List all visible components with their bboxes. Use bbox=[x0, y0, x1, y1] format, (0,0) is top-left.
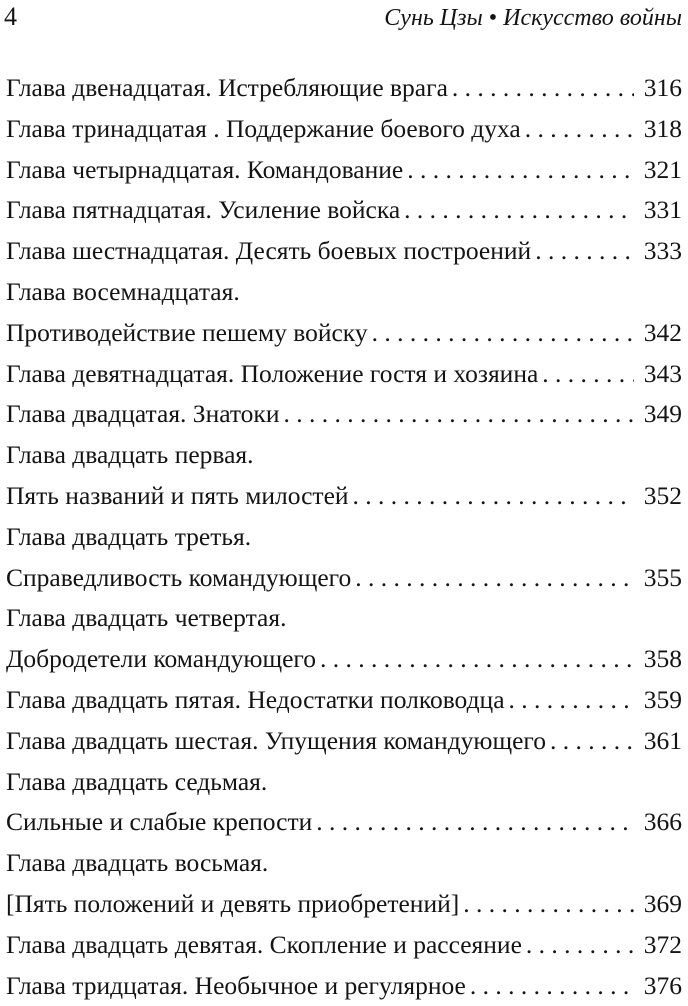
toc-entry-title: Глава пятнадцатая. Усиление войска bbox=[6, 195, 401, 225]
toc-dot-leader bbox=[525, 109, 634, 150]
toc-entry-page: 376 bbox=[643, 970, 682, 1000]
toc-entry-title: Глава двадцать пятая. Недостатки полководца bbox=[6, 684, 505, 714]
toc-entry-title: Противодействие пешему войску bbox=[6, 317, 368, 347]
toc-entry bbox=[6, 721, 682, 762]
toc-entry bbox=[6, 680, 682, 721]
toc-entry-page: 331 bbox=[643, 195, 682, 225]
toc-entry bbox=[6, 558, 682, 599]
toc-entry-title: Сильные и слабые крепости bbox=[6, 807, 313, 837]
toc-entry-title: Глава тридцатая. Необычное и регулярное bbox=[6, 970, 466, 1000]
toc-entry-title: Глава двадцать шестая. Упущения командующего bbox=[6, 725, 546, 755]
toc-dot-leader bbox=[353, 476, 634, 517]
toc-entry bbox=[6, 354, 682, 395]
book-title: Искусство войны bbox=[503, 5, 682, 31]
toc-entry-page: 333 bbox=[643, 236, 682, 266]
toc-entry-page: 359 bbox=[643, 684, 682, 714]
toc-entry-title: Глава двенадцатая. Истребляющие врага bbox=[6, 73, 448, 102]
toc-entry-title: Глава двадцать восьмая. bbox=[6, 848, 269, 878]
toc-dot-leader bbox=[463, 884, 634, 925]
running-title bbox=[384, 4, 682, 32]
toc-entry bbox=[6, 109, 682, 150]
toc-entry bbox=[6, 639, 682, 680]
toc-dot-leader bbox=[407, 150, 634, 191]
toc-entry-page: 352 bbox=[643, 480, 682, 510]
toc-entry-title: Справедливость командующего bbox=[6, 562, 352, 592]
toc-entry-page: 372 bbox=[643, 929, 682, 959]
toc-entry bbox=[6, 272, 682, 313]
toc-entry-page: 343 bbox=[643, 358, 682, 388]
toc-entry-title: [Пять положений и девять приобретений] bbox=[6, 888, 460, 918]
toc-entry bbox=[6, 843, 682, 884]
toc-entry bbox=[6, 231, 682, 272]
toc-entry bbox=[6, 517, 682, 558]
toc-entry-title: Глава двадцать первая. bbox=[6, 440, 254, 470]
toc-entry-title: Добродетели командующего bbox=[6, 644, 316, 674]
toc-dot-leader bbox=[404, 190, 634, 231]
toc-dot-leader bbox=[372, 313, 634, 354]
toc-entry-title: Глава двадцать третья. bbox=[6, 521, 252, 551]
toc-entry bbox=[6, 394, 682, 435]
toc-entry-page: 321 bbox=[643, 154, 682, 184]
toc-entry-page: 366 bbox=[643, 807, 682, 837]
toc-entry-page: 361 bbox=[643, 725, 682, 755]
toc-entry bbox=[6, 925, 682, 966]
toc-dot-leader bbox=[355, 558, 634, 599]
toc-entry bbox=[6, 598, 682, 639]
toc-dot-leader bbox=[452, 68, 634, 109]
page-number: 4 bbox=[4, 2, 17, 31]
toc-entry bbox=[6, 884, 682, 925]
toc-dot-leader bbox=[535, 231, 634, 272]
toc-entry-title: Глава восемнадцатая. bbox=[6, 276, 240, 306]
toc-entry bbox=[6, 476, 682, 517]
toc-dot-leader bbox=[526, 925, 634, 966]
toc-entry-title: Глава двадцатая. Знатоки bbox=[6, 399, 280, 429]
toc-dot-leader bbox=[550, 721, 634, 762]
toc-entry bbox=[6, 802, 682, 843]
toc-entry-title: Глава двадцать девятая. Скопление и рассеяние bbox=[6, 929, 522, 959]
page-header bbox=[0, 0, 688, 40]
author-name: Сунь Цзы bbox=[384, 5, 483, 31]
toc-dot-leader bbox=[470, 966, 634, 1006]
toc-entry bbox=[6, 68, 682, 109]
toc-entry-page: 358 bbox=[643, 644, 682, 674]
toc-entry-title: Пять названий и пять милостей bbox=[6, 480, 349, 510]
toc-entry bbox=[6, 762, 682, 803]
toc-entry-page: 316 bbox=[643, 73, 682, 102]
toc-entry bbox=[6, 150, 682, 191]
toc-dot-leader bbox=[509, 680, 634, 721]
toc-entry-title: Глава девятнадцатая. Положение гостя и хозяина bbox=[6, 358, 539, 388]
toc-entry-page: 342 bbox=[643, 317, 682, 347]
toc-entry-title: Глава шестнадцатая. Десять боевых построений bbox=[6, 236, 532, 266]
toc-entry-title: Глава двадцать седьмая. bbox=[6, 766, 268, 796]
table-of-contents bbox=[6, 68, 682, 1006]
toc-entry-page: 318 bbox=[643, 113, 682, 143]
toc-dot-leader bbox=[283, 394, 634, 435]
toc-dot-leader bbox=[542, 354, 634, 395]
toc-entry-page: 355 bbox=[643, 562, 682, 592]
toc-dot-leader bbox=[320, 639, 634, 680]
toc-entry bbox=[6, 313, 682, 354]
toc-entry bbox=[6, 435, 682, 476]
toc-entry-page: 369 bbox=[643, 888, 682, 918]
toc-entry-title: Глава двадцать четвертая. bbox=[6, 603, 287, 633]
toc-entry bbox=[6, 190, 682, 231]
toc-dot-leader bbox=[316, 802, 634, 843]
toc-entry-page: 349 bbox=[643, 399, 682, 429]
toc-entry-title: Глава тринадцатая . Поддержание боевого духа bbox=[6, 113, 521, 143]
toc-entry-title: Глава четырнадцатая. Командование bbox=[6, 154, 404, 184]
toc-entry bbox=[6, 966, 682, 1006]
title-separator: • bbox=[488, 5, 498, 31]
